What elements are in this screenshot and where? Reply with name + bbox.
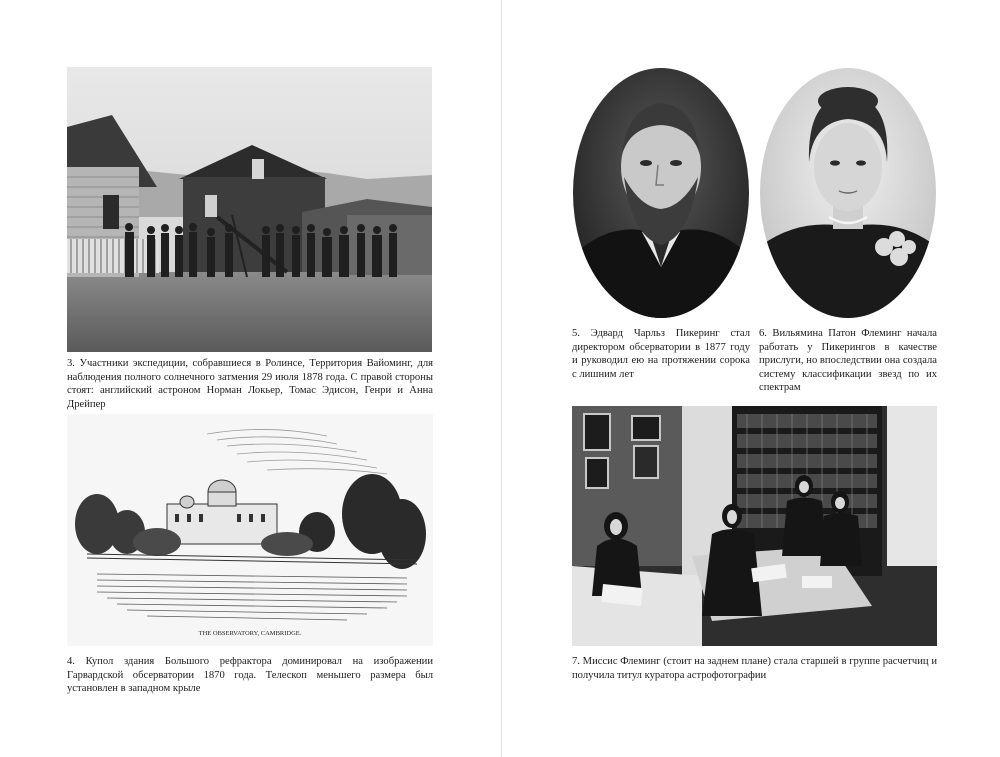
observatory-engraving: [67, 414, 433, 646]
fleming-portrait: [759, 67, 937, 319]
engraving-label: THE OBSERVATORY, CAMBRIDGE.: [198, 630, 302, 637]
figure-5-caption: 5. Эдвард Чарльз Пикеринг стал директором обсерватории в 1877 году и руководил ею на протяжении сорока с лишним лет: [572, 328, 750, 380]
page-gutter: [501, 0, 502, 757]
expedition-photo: [67, 67, 432, 352]
figure-3-caption: 3. Участники экспедиции, собравшиеся в Ролинсе, Территория Вайоминг, для наблюдения полного солнечного затмения 29 июля 1878 года. С правой стороны стоят: английский астроном Норман Локьер, Томас Эдисон, Генри и Анна Дрейпер: [67, 358, 433, 410]
figure-7-caption: 7. Миссис Флеминг (стоит на заднем плане) стала старшей в группе расчетчиц и получила титул куратора астрофотографии: [572, 656, 937, 681]
computers-room-photo: [572, 406, 937, 646]
pickering-portrait: [572, 67, 750, 319]
figure-4-caption: 4. Купол здания Большого рефрактора доминировал на изображении Гарвардской обсерватории 1870 года. Телескоп меньшего размера был установлен в западном крыле: [67, 656, 433, 694]
figure-6-caption: 6. Вильямина Патон Флеминг начала работать у Пикерингов в качестве прислуги, но впоследствии она создала систему классификации звезд по их спектрам: [759, 328, 937, 393]
